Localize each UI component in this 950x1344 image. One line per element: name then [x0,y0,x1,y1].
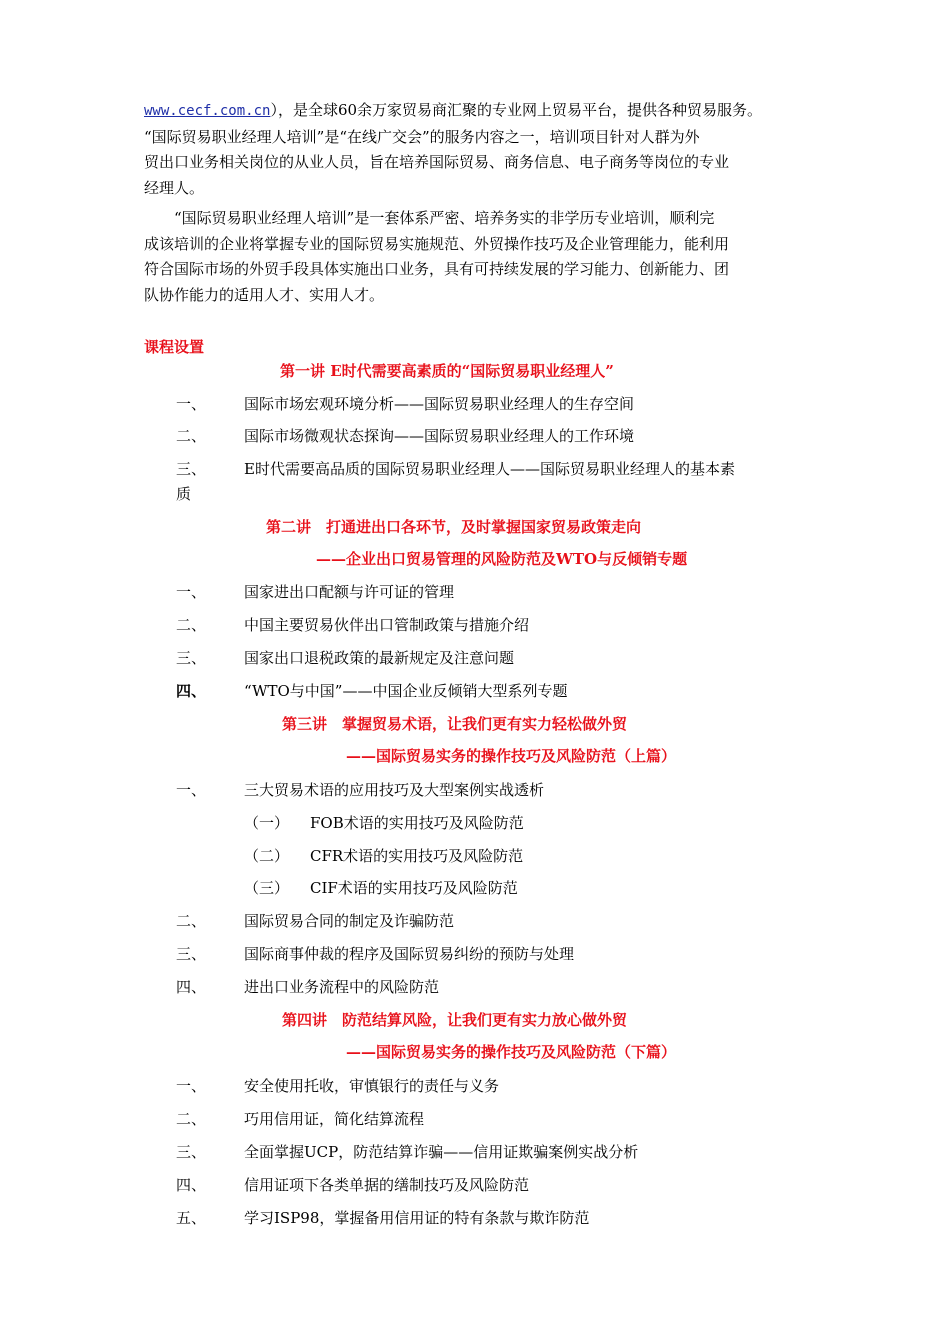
lecture-3-title: 第三讲 掌握贸易术语，让我们更有实力轻松做外贸 [282,715,628,733]
item-text: 巧用信用证，简化结算流程 [244,1110,425,1128]
subitem-text: FOB术语的实用技巧及风险防范 [310,814,524,832]
lecture-4-title: 第四讲 防范结算风险，让我们更有实力放心做外贸 [282,1011,628,1029]
subitem-number: （一） [244,814,290,832]
item-text: 中国主要贸易伙伴出口管制政策与措施介绍 [244,616,530,634]
lecture-1-title: 第一讲 E时代需要高素质的“国际贸易职业经理人” [280,362,614,380]
lecture-3-subtitle: ——国际贸易实务的操作技巧及风险防范（上篇） [346,747,677,765]
intro-line-2: “国际贸易职业经理人培训”是“在线广交会”的服务内容之一，培训项目针对人群为外 [144,127,700,146]
item-text: 国际贸易合同的制定及诈骗防范 [244,912,455,930]
intro-paragraph [144,98,824,201]
subitem-text: CIF术语的实用技巧及风险防范 [310,879,518,897]
item-number: 一、 [176,395,207,413]
item-text: 进出口业务流程中的风险防范 [244,978,440,996]
item-text: 全面掌握UCP，防范结算诈骗——信用证欺骗案例实战分析 [244,1143,639,1161]
lecture-2-title: 第二讲 打通进出口各环节，及时掌握国家贸易政策走向 [266,518,642,536]
subitem-number: （二） [244,847,290,865]
item-number: 四、 [176,978,207,996]
para2-line-2: 成该培训的企业将掌握专业的国际贸易实施规范、外贸操作技巧及企业管理能力，能利用 [144,234,730,253]
item-text: 信用证项下各类单据的缮制技巧及风险防范 [244,1176,530,1194]
item-number: 五、 [176,1209,207,1227]
item-text: 三大贸易术语的应用技巧及大型案例实战透析 [244,781,545,799]
item-number: 四、 [176,1176,207,1194]
intro-line-1 [144,98,824,125]
item-number: 一、 [176,583,207,601]
item-text: 国家进出口配额与许可证的管理 [244,583,455,601]
item-text: 国际商事仲裁的程序及国际贸易纠纷的预防与处理 [244,945,575,963]
item-number: 一、 [176,781,207,799]
para2-line-3: 符合国际市场的外贸手段具体实施出口业务，具有可持续发展的学习能力、创新能力、团 [144,260,730,278]
intro-line-3: 贸出口业务相关岗位的从业人员，旨在培养国际贸易、商务信息、电子商务等岗位的专业 [144,153,730,171]
item-text: 国际市场微观状态探询——国际贸易职业经理人的工作环境 [244,427,635,445]
item-number: 二、 [176,427,207,445]
item-number: 三、 [176,460,207,478]
item-text-continuation: 质 [176,485,192,503]
item-text: 安全使用托收，审慎银行的责任与义务 [244,1077,500,1095]
item-text: “WTO与中国”——中国企业反倾销大型系列专题 [244,682,568,700]
website-link[interactable]: www.cecf.com.cn [144,103,271,119]
intro-line-4: 经理人。 [144,178,205,197]
subitem-text: CFR术语的实用技巧及风险防范 [310,847,524,865]
item-number: 三、 [176,1143,207,1161]
para2-line-4: 队协作能力的适用人才、实用人才。 [144,285,385,304]
item-text: 国际市场宏观环境分析——国际贸易职业经理人的生存空间 [244,395,635,413]
item-number: 四、 [176,682,207,700]
item-number: 二、 [176,616,207,634]
item-number: 三、 [176,945,207,963]
lecture-2-subtitle: ——企业出口贸易管理的风险防范及WTO与反倾销专题 [316,550,688,568]
item-text: 学习ISP98，掌握备用信用证的特有条款与欺诈防范 [244,1209,590,1227]
intro-line-1-text: ），是全球60余万家贸易商汇聚的专业网上贸易平台，提供各种贸易服务。 [270,101,763,119]
item-text: 国家出口退税政策的最新规定及注意问题 [244,649,515,667]
para2-line-1: “国际贸易职业经理人培训”是一套体系严密、培养务实的非学历专业培训，顺利完 [174,209,715,227]
item-number: 二、 [176,1110,207,1128]
item-number: 三、 [176,649,207,667]
description-paragraph [144,206,824,308]
section-title: 课程设置 [144,338,205,356]
item-number: 二、 [176,912,207,930]
subitem-number: （三） [244,879,290,897]
item-number: 一、 [176,1077,207,1095]
lecture-4-subtitle: ——国际贸易实务的操作技巧及风险防范（下篇） [346,1043,677,1061]
item-text: E时代需要高品质的国际贸易职业经理人——国际贸易职业经理人的基本素 [244,460,735,478]
